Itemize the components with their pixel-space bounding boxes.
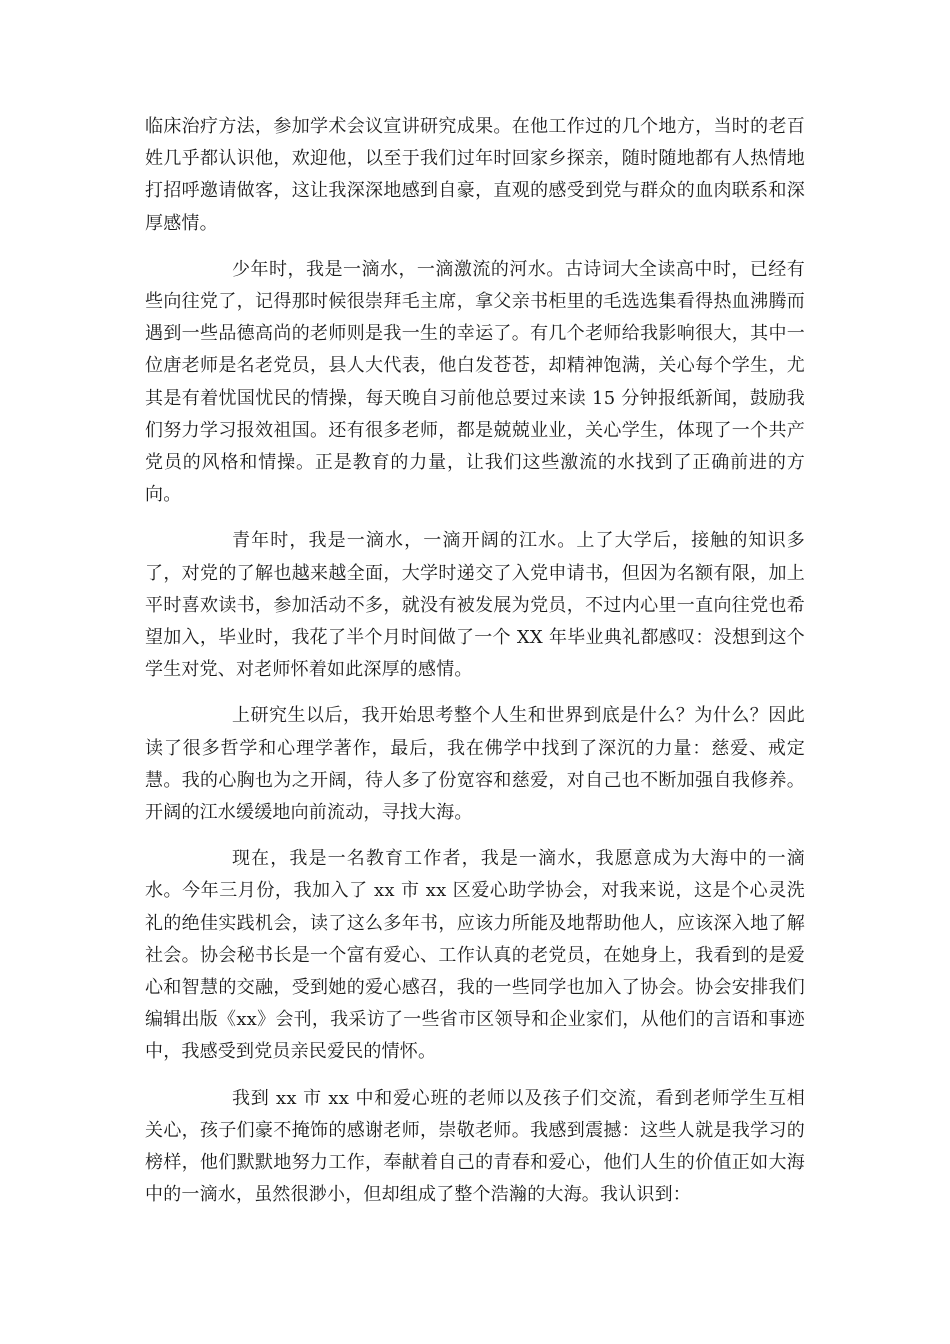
paragraph-1: 临床治疗方法，参加学术会议宣讲研究成果。在他工作过的几个地方，当时的老百姓几乎都认识他，欢迎他，以至于我们过年时回家乡探亲，随时随地都有人热情地打招呼邀请做客，这让我深深地感到自豪，直观的感受到党与群众的血肉联系和深厚感情。 [145, 116, 805, 234]
paragraph-4: 上研究生以后，我开始思考整个人生和世界到底是什么？为什么？因此读了很多哲学和心理学著作，最后，我在佛学中找到了深沉的力量：慈爱、戒定慧。我的心胸也为之开阔，待人多了份宽容和慈爱，对自己也不断加强自我修养。开阔的江水缓缓地向前流动，寻找大海。 [145, 705, 805, 824]
paragraph-2: 少年时，我是一滴水，一滴激流的河水。古诗词大全读高中时，已经有些向往党了，记得那时候很崇拜毛主席，拿父亲书柜里的毛选选集看得热血沸腾而遇到一些品德高尚的老师则是我一生的幸运了。有几个老师给我影响很大，其中一位唐老师是名老党员，县人大代表，他白发苍苍，却精神饱满，关心每个学生，尤其是有着忧国忧民的情操，每天晚自习前他总要过来读 15 分钟报纸新闻，鼓励我们努力学习报效祖国。还有很多老师，都是兢兢业业，关心学生，体现了一个共产党员的风格和情操。正是教育的力量，让我们这些激流的水找到了正确前进的方向。 [145, 258, 805, 506]
paragraph-6: 我到 xx 市 xx 中和爱心班的老师以及孩子们交流，看到老师学生互相关心，孩子们豪不掩饰的感谢老师，崇敬老师。我感到震撼：这些人就是我学习的榜样，他们默默地努力工作，奉献着自己的青春和爱心，他们人生的价值正如大海中的一滴水，虽然很渺小，但却组成了整个浩瀚的大海。我认识到： [145, 1087, 805, 1206]
paragraph-3: 青年时，我是一滴水，一滴开阔的江水。上了大学后，接触的知识多了，对党的了解也越来越全面，大学时递交了入党申请书，但因为名额有限，加上平时喜欢读书，参加活动不多，就没有被发展为党员，不过内心里一直向往党也希望加入，毕业时，我花了半个月时间做了一个 XX 年毕业典礼都感叹：没想到这个学生对党、对老师怀着如此深厚的感情。 [145, 530, 805, 681]
document-body [145, 111, 805, 1226]
paragraph-5: 现在，我是一名教育工作者，我是一滴水，我愿意成为大海中的一滴水。今年三月份，我加入了 xx 市 xx 区爱心助学协会，对我来说，这是个心灵洗礼的绝佳实践机会，读了这么多年书，应该力所能及地帮助他人，应该深入地了解社会。协会秘书长是一个富有爱心、工作认真的老党员，在她身上，我看到的是爱心和智慧的交融，受到她的爱心感召，我的一些同学也加入了协会。协会安排我们编辑出版《xx》会刊，我采访了一些省市区领导和企业家们，从他们的言语和事迹中，我感受到党员亲民爱民的情怀。 [145, 848, 805, 1063]
